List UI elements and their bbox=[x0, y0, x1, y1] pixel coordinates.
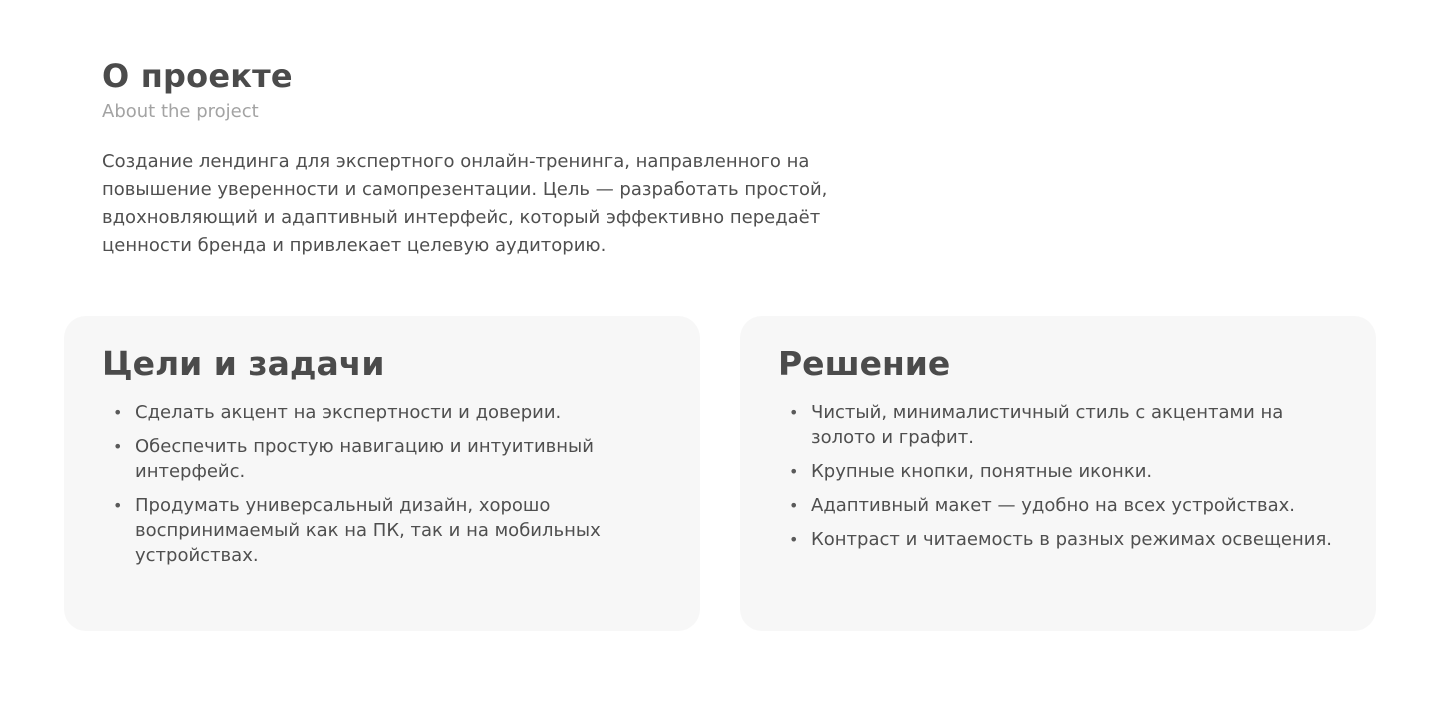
list-item bbox=[778, 459, 1338, 484]
about-title: О проекте bbox=[102, 57, 293, 95]
goals-list bbox=[102, 400, 662, 577]
list-item bbox=[102, 400, 662, 425]
about-subtitle: About the project bbox=[102, 101, 259, 122]
list-item-text: Обеспечить простую навигацию и интуитивный интерфейс. bbox=[135, 436, 594, 482]
list-item bbox=[102, 434, 662, 484]
bullet-icon: • bbox=[789, 462, 799, 481]
bullet-icon: • bbox=[789, 496, 799, 515]
list-item-text: Сделать акцент на экспертности и доверии. bbox=[135, 402, 562, 423]
goals-card bbox=[64, 316, 700, 631]
list-item bbox=[778, 527, 1338, 552]
list-item bbox=[778, 493, 1338, 518]
list-item-text: Адаптивный макет — удобно на всех устройствах. bbox=[811, 495, 1295, 516]
list-item bbox=[102, 493, 662, 568]
about-description: Создание лендинга для экспертного онлайн-тренинга, направленного на повышение уверенности и самопрезентации. Цель — разработать простой, вдохновляющий и адаптивный интерфейс, который эффективно передаёт ценности бренда и привлекает целевую аудиторию. bbox=[102, 151, 828, 256]
solution-title: Решение bbox=[778, 344, 951, 383]
list-item-text: Чистый, минималистичный стиль с акцентами на золото и графит. bbox=[811, 402, 1284, 448]
list-item-text: Контраст и читаемость в разных режимах освещения. bbox=[811, 529, 1332, 550]
bullet-icon: • bbox=[113, 403, 123, 422]
bullet-icon: • bbox=[789, 403, 799, 422]
goals-title: Цели и задачи bbox=[102, 344, 385, 383]
solution-card bbox=[740, 316, 1376, 631]
list-item-text: Продумать универсальный дизайн, хорошо воспринимаемый как на ПК, так и на мобильных устройствах. bbox=[135, 495, 601, 566]
bullet-icon: • bbox=[113, 437, 123, 456]
solution-list bbox=[778, 400, 1338, 561]
list-item bbox=[778, 400, 1338, 450]
bullet-icon: • bbox=[789, 530, 799, 549]
list-item-text: Крупные кнопки, понятные иконки. bbox=[811, 461, 1153, 482]
bullet-icon: • bbox=[113, 496, 123, 515]
about-section bbox=[102, 56, 882, 278]
